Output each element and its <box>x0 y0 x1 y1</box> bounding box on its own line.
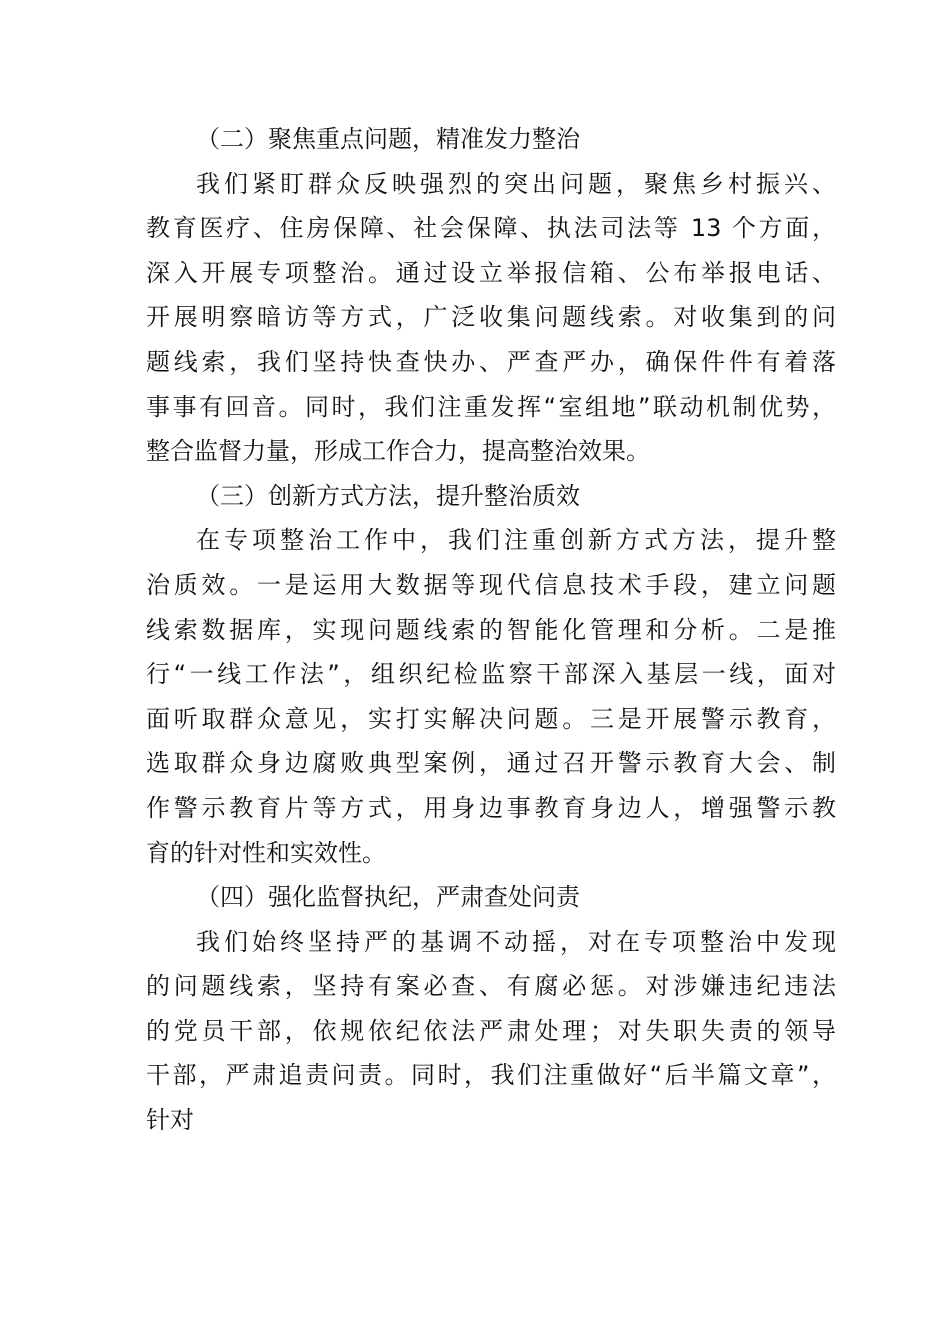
paragraph-line: 育的针对性和实效性。 <box>146 838 386 867</box>
section-heading-2: （二）聚焦重点问题，精准发力整治 <box>196 125 580 153</box>
paragraph-line: 我们始终坚持严的基调不动摇，对在专项整治中发现 <box>196 927 836 956</box>
paragraph-line: 作警示教育片等方式，用身边事教育身边人，增强警示教 <box>146 793 836 822</box>
document-body <box>146 117 836 1143</box>
paragraph-line: 针对 <box>146 1106 194 1135</box>
paragraph-line: 线索数据库，实现问题线索的智能化管理和分析。二是推 <box>146 615 836 644</box>
paragraph-line: 面听取群众意见，实打实解决问题。三是开展警示教育， <box>146 704 836 733</box>
paragraph-line: 教育医疗、住房保障、社会保障、执法司法等 13 个方面， <box>146 214 836 243</box>
paragraph-line: 的党员干部，依规依纪依法严肃处理；对失职失责的领导 <box>146 1016 836 1045</box>
paragraph-line: 整合监督力量，形成工作合力，提高整治效果。 <box>146 437 650 466</box>
paragraph-line: 事事有回音。同时，我们注重发挥“室组地”联动机制优势， <box>146 392 836 421</box>
paragraph-line: 干部，严肃追责问责。同时，我们注重做好“后半篇文章”， <box>146 1061 836 1090</box>
paragraph-line: 选取群众身边腐败典型案例，通过召开警示教育大会、制 <box>146 749 836 778</box>
section-heading-3: （三）创新方式方法，提升整治质效 <box>196 481 580 510</box>
paragraph-line: 行“一线工作法”，组织纪检监察干部深入基层一线，面对 <box>146 660 836 689</box>
paragraph-line: 深入开展专项整治。通过设立举报信箱、公布举报电话、 <box>146 258 836 287</box>
paragraph-line: 在专项整治工作中，我们注重创新方式方法，提升整 <box>196 526 836 555</box>
paragraph-line: 我们紧盯群众反映强烈的突出问题，聚焦乡村振兴、 <box>196 169 836 198</box>
paragraph-line: 题线索，我们坚持快查快办、严查严办，确保件件有着落 <box>146 347 836 376</box>
paragraph-line: 治质效。一是运用大数据等现代信息技术手段，建立问题 <box>146 570 836 599</box>
paragraph-line: 的问题线索，坚持有案必查、有腐必惩。对涉嫌违纪违法 <box>146 972 836 1001</box>
section-heading-4: （四）强化监督执纪，严肃查处问责 <box>196 883 580 912</box>
paragraph-line: 开展明察暗访等方式，广泛收集问题线索。对收集到的问 <box>146 303 836 332</box>
